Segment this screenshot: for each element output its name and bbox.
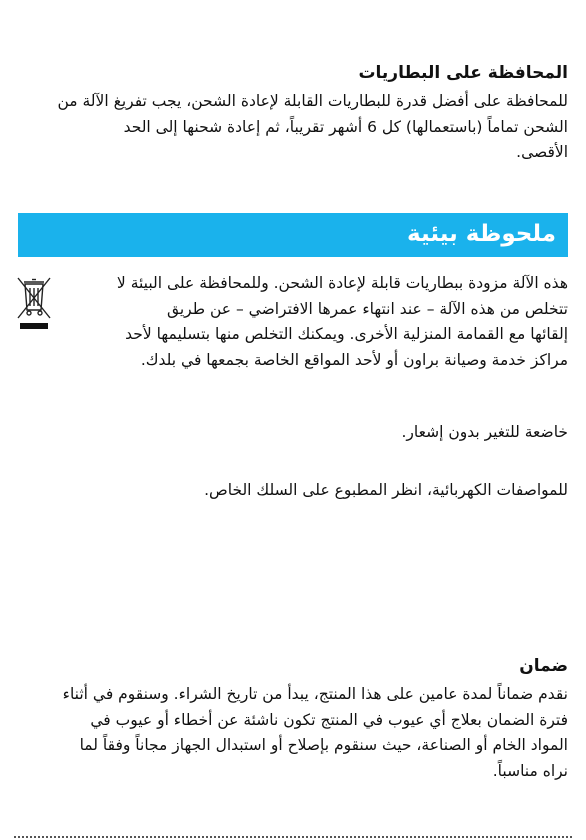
warranty-line: فترة الضمان بعلاج أي عيوب في المنتج تكون ناشئة عن أخطاء أو عيوب في	[90, 710, 568, 729]
battery-line: الشحن تماماً (باستعمالها) كل 6 أشهر تقريباً، ثم إعادة شحنها إلى الحد	[123, 117, 568, 136]
page-bottom-divider	[14, 836, 572, 838]
electrical-specs-notice: للمواصفات الكهربائية، انظر المطبوع على السلك الخاص.	[204, 481, 568, 499]
battery-paragraph	[57, 89, 568, 166]
warranty-line: المواد الخام أو الصناعة، حيث سنقوم بإصلاح أو استبدال الجهاز مجاناً وفقاً لما	[79, 736, 568, 754]
environment-line: مراكز خدمة وصيانة براون أو لأحد المواقع الخاصة بجمعها في بلدك.	[140, 350, 568, 369]
warranty-line: نقدم ضماناً لمدة عامين على هذا المنتج، يبدأ من تاريخ الشراء. وسنقوم في أثناء	[62, 685, 568, 703]
environment-line: هذه الآلة مزودة ببطاريات قابلة لإعادة الشحن. وللمحافظة على البيئة لا	[116, 274, 568, 292]
environment-paragraph	[117, 271, 568, 373]
warranty-paragraph	[63, 682, 568, 784]
warranty-section-title: ضمان	[519, 656, 568, 676]
battery-line: للمحافظة على أفضل قدرة للبطاريات القابلة لإعادة الشحن، يجب تفريغ الآلة من	[57, 92, 568, 110]
environment-line: تتخلص من هذه الآلة – عند انتهاء عمرها الافتراضي – عن طريق	[166, 299, 568, 318]
warranty-line: نراه مناسباً.	[492, 761, 568, 780]
change-notice: خاضعة للتغير بدون إشعار.	[401, 423, 568, 441]
environment-line: إلقائها مع القمامة المنزلية الأخرى. ويمكنك التخلص منها بتسليمها لأحد	[125, 325, 568, 343]
battery-line: الأقصى.	[516, 143, 568, 161]
crossed-out-wheelie-bin-icon	[14, 276, 54, 332]
battery-section-title: المحافظة على البطاريات	[358, 63, 568, 83]
environment-banner-title: ملحوظة بيئية	[407, 221, 556, 247]
environment-banner	[18, 213, 568, 257]
